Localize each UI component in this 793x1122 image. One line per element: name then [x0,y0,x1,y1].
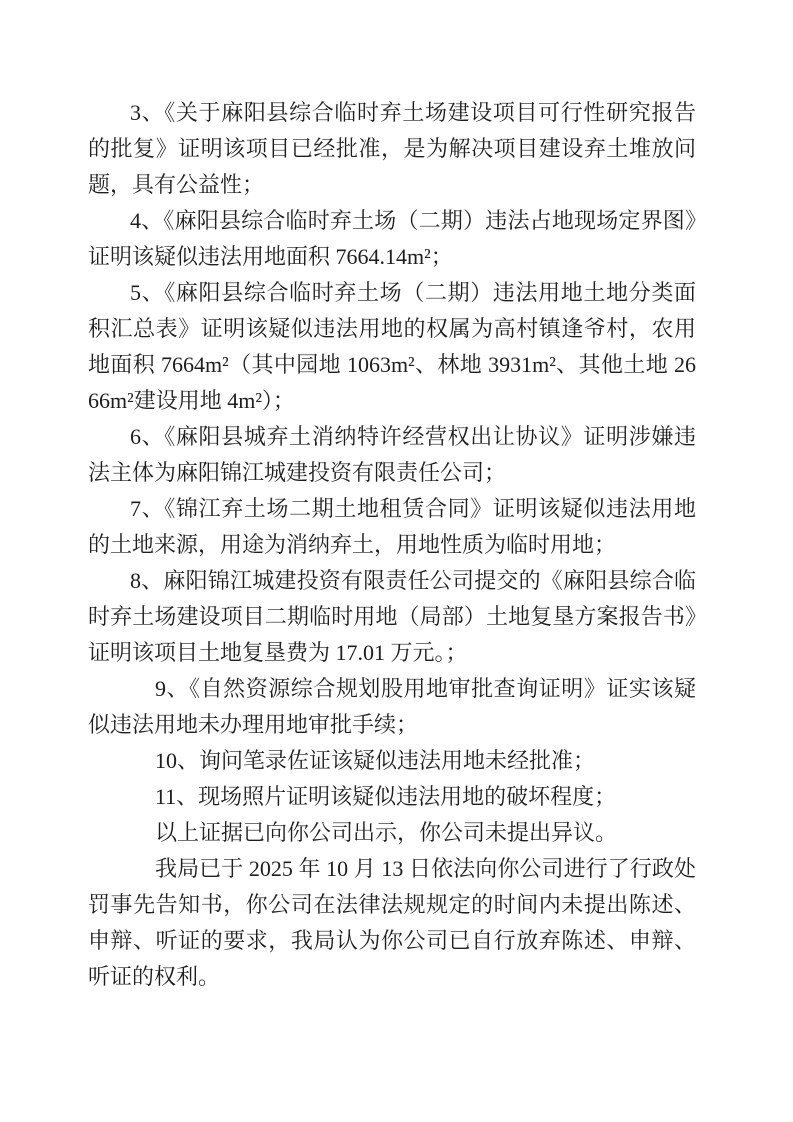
evidence-item-8: 8、麻阳锦江城建投资有限责任公司提交的《麻阳县综合临时弃土场建设项目二期临时用地（局部）土地复垦方案报告书》证明该项目土地复垦费为 17.01 万元。； [88,568,696,665]
evidence-item-11: 11、现场照片证明该疑似违法用地的破坏程度； [155,784,617,809]
document-body [88,95,696,995]
prior-notice-paragraph: 我局已于 2025 年 10 月 13 日依法向你公司进行了行政处罚事先告知书，你公司在法律法规规定的时间内未提出陈述、申辩、听证的要求，我局认为你公司已自行放弃陈述、申辩、听证的权利。 [88,856,696,989]
evidence-item-7: 7、《锦江弃土场二期土地租赁合同》证明该疑似违法用地的土地来源，用途为消纳弃土，用地性质为临时用地； [88,496,696,557]
evidence-item-4: 4、《麻阳县综合临时弃土场（二期）违法占地现场定界图》证明该疑似违法用地面积 7664.14m²； [88,208,696,269]
evidence-item-3: 3、《关于麻阳县综合临时弃土场建设项目可行性研究报告的批复》证明该项目已经批准，是为解决项目建设弃土堆放问题，具有公益性； [88,100,696,197]
evidence-item-10: 10、询问笔录佐证该疑似违法用地未经批准； [155,748,596,773]
evidence-conclusion: 以上证据已向你公司出示，你公司未提出异议。 [155,820,618,845]
evidence-item-6: 6、《麻阳县城弃土消纳特许经营权出让协议》证明涉嫌违法主体为麻阳锦江城建投资有限责任公司； [88,424,696,485]
evidence-item-9: 9、《自然资源综合规划股用地审批查询证明》证实该疑似违法用地未办理用地审批手续； [88,676,696,737]
evidence-item-5: 5、《麻阳县综合临时弃土场（二期）违法用地土地分类面积汇总表》证明该疑似违法用地的权属为高村镇逢爷村，农用地面积 7664m²（其中园地 1063m²、林地 3931m²、其他土地 2666m²建设用地 4m²）； [88,280,696,413]
